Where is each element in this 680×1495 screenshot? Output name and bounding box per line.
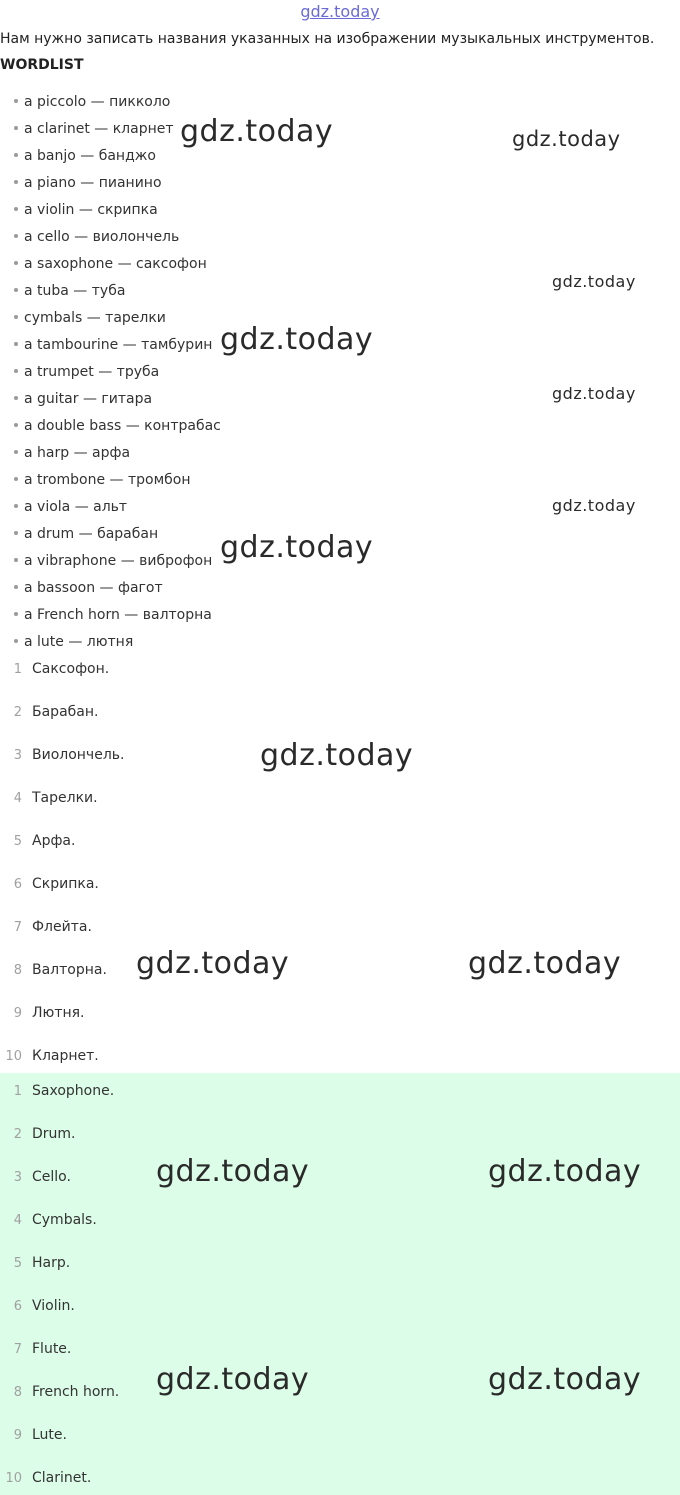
watermark: gdz.today [180,114,334,149]
answer-text: Drum. [32,1126,76,1142]
bullet-icon [14,315,18,319]
answer-item [0,691,680,734]
answer-number: 1 [13,662,22,677]
wordlist-item: a trumpet — труба [0,359,221,386]
bullet-icon [14,288,18,292]
wordlist-item: a trombone — тромбон [0,467,221,494]
bullet-icon [14,612,18,616]
bullet-icon [14,207,18,211]
wordlist-item: a violin — скрипка [0,197,221,224]
answer-text: Флейта. [32,919,92,935]
answer-item [0,906,680,949]
answer-text: Барабан. [32,704,99,720]
answer-item [0,1202,680,1245]
bullet-icon [14,369,18,373]
answer-number: 2 [13,1127,22,1142]
bullet-icon [14,450,18,454]
bullet-icon [14,477,18,481]
answer-text: Cello. [32,1169,71,1185]
wordlist-item: a harp — арфа [0,440,221,467]
bullet-icon [14,558,18,562]
wordlist-item: a vibraphone — виброфон [0,548,221,575]
bullet-icon [14,234,18,238]
answer-text: Лютня. [32,1005,85,1021]
watermark: gdz.today [552,496,636,515]
answer-number: 10 [5,1471,22,1486]
answer-item [0,1460,680,1495]
watermark: gdz.today [156,1154,310,1189]
answers-russian [0,648,680,1078]
wordlist-item: a tambourine — тамбурин [0,332,221,359]
answer-item [0,992,680,1035]
answer-item [0,820,680,863]
answer-number: 8 [13,1385,22,1400]
bullet-icon [14,531,18,535]
answer-number: 10 [5,1049,22,1064]
watermark: gdz.today [260,738,414,773]
answer-number: 9 [13,1006,22,1021]
answer-item [0,1035,680,1078]
wordlist-item: a banjo — банджо [0,143,221,170]
wordlist-item: a drum — барабан [0,521,221,548]
bullet-icon [14,639,18,643]
answer-number: 8 [13,963,22,978]
bullet-icon [14,126,18,130]
answer-number: 6 [13,1299,22,1314]
answer-text: Saxophone. [32,1083,115,1099]
answer-number: 6 [13,877,22,892]
watermark: gdz.today [220,322,374,357]
wordlist-item: a clarinet — кларнет [0,116,221,143]
answer-number: 5 [13,834,22,849]
answer-number: 3 [13,748,22,763]
watermark: gdz.today [552,272,636,291]
wordlist-item: a double bass — контрабас [0,413,221,440]
wordlist-item: a tuba — туба [0,278,221,305]
answer-text: Harp. [32,1255,71,1271]
wordlist-item: a lute — лютня [0,629,221,656]
bullet-icon [14,342,18,346]
watermark: gdz.today [136,946,290,981]
answer-text: Lute. [32,1427,67,1443]
answer-number: 9 [13,1428,22,1443]
bullet-icon [14,153,18,157]
wordlist-item: a piccolo — пикколо [0,89,221,116]
watermark: gdz.today [468,946,622,981]
bullet-icon [14,261,18,265]
answer-item [0,1288,680,1331]
answers-english [0,1073,680,1495]
answer-item [0,1073,680,1116]
wordlist-item: cymbals — тарелки [0,305,221,332]
wordlist-item: a piano — пианино [0,170,221,197]
task-description: Нам нужно записать названия указанных на изображении музыкальных инструментов. [0,31,655,47]
watermark: gdz.today [488,1154,642,1189]
answer-text: Тарелки. [32,790,98,806]
answer-text: Виолончель. [32,747,125,763]
answer-text: French horn. [32,1384,120,1400]
wordlist-item: a viola — альт [0,494,221,521]
answer-number: 7 [13,1342,22,1357]
answer-text: Flute. [32,1341,72,1357]
answer-item [0,1417,680,1460]
answer-number: 4 [13,1213,22,1228]
answer-text: Скрипка. [32,876,99,892]
answer-number: 3 [13,1170,22,1185]
answer-item [0,1245,680,1288]
answer-text: Violin. [32,1298,75,1314]
answer-number: 7 [13,920,22,935]
wordlist [0,89,221,656]
wordlist-item: a bassoon — фагот [0,575,221,602]
bullet-icon [14,585,18,589]
answer-number: 2 [13,705,22,720]
answer-item [0,777,680,820]
bullet-icon [14,99,18,103]
site-link[interactable]: gdz.today [300,2,380,21]
wordlist-heading: WORDLIST [0,57,84,73]
answer-item [0,1116,680,1159]
wordlist-item: a saxophone — саксофон [0,251,221,278]
watermark: gdz.today [220,530,374,565]
bullet-icon [14,423,18,427]
answer-text: Кларнет. [32,1048,99,1064]
bullet-icon [14,504,18,508]
answer-number: 5 [13,1256,22,1271]
watermark: gdz.today [512,127,621,151]
watermark: gdz.today [156,1362,310,1397]
wordlist-item: a guitar — гитара [0,386,221,413]
answer-number: 4 [13,791,22,806]
answer-text: Cymbals. [32,1212,97,1228]
answer-text: Арфа. [32,833,76,849]
answer-text: Валторна. [32,962,107,978]
wordlist-item: a French horn — валторна [0,602,221,629]
bullet-icon [14,396,18,400]
answer-number: 1 [13,1084,22,1099]
bullet-icon [14,180,18,184]
answer-text: Clarinet. [32,1470,92,1486]
watermark: gdz.today [552,384,636,403]
wordlist-item: a cello — виолончель [0,224,221,251]
answer-text: Саксофон. [32,661,110,677]
answer-item [0,863,680,906]
watermark: gdz.today [488,1362,642,1397]
answer-item [0,648,680,691]
